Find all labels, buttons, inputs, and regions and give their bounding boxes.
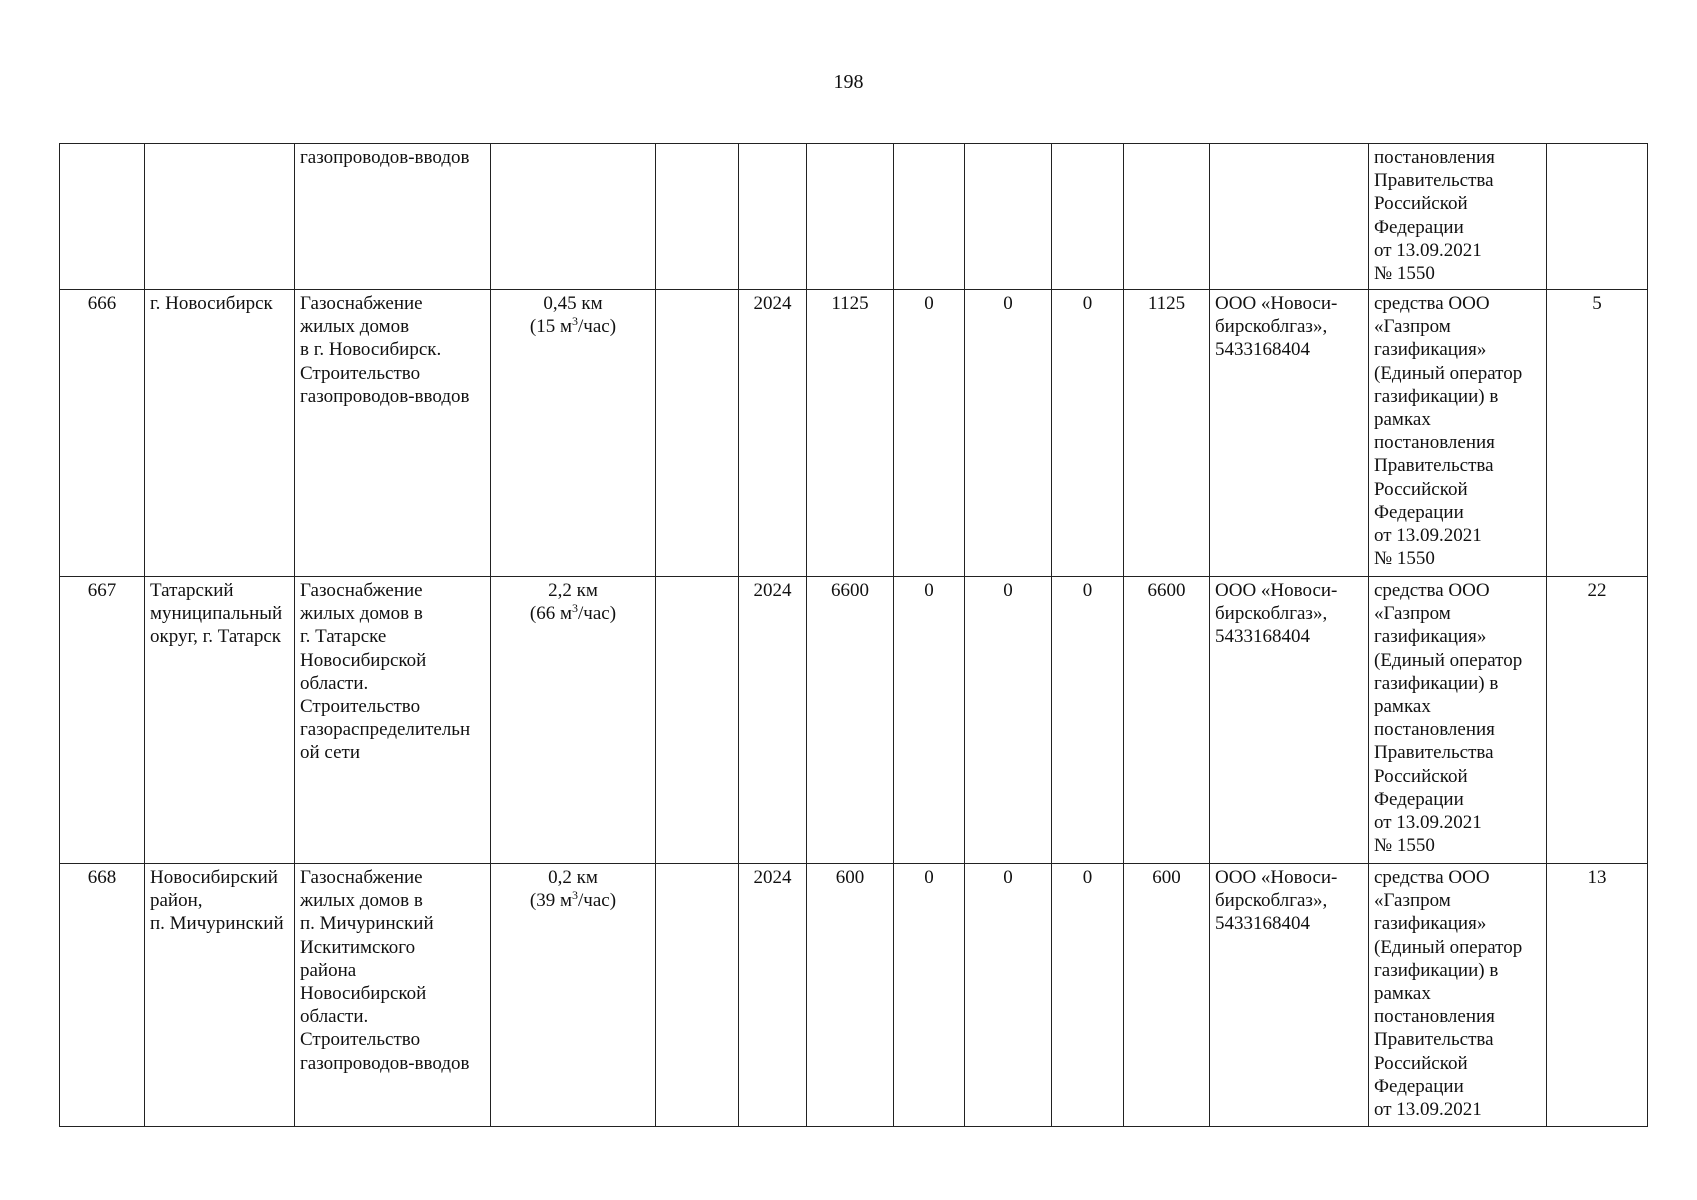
length-value: 0,2 км: [548, 867, 598, 888]
table-row: [60, 577, 1648, 864]
cell-length: [491, 577, 656, 864]
cell-total: 1125: [807, 290, 894, 577]
cell-location: [145, 144, 295, 290]
cell-source: средства ООО «Газпром газификация» (Единый оператор газификации) в рамках постановления Правительства Российской Федерации от 13.09.2021 № 1550: [1369, 290, 1547, 577]
cell-length: [491, 144, 656, 290]
cell-total: 600: [807, 864, 894, 1127]
capacity-value: (15 $м^3/час$): [529, 314, 617, 338]
cell-empty: [656, 577, 739, 864]
cell-description: Газоснабжение жилых домов в п. Мичуринский Искитимского района Новосибирской области. Строительство газопроводов-вводов: [295, 864, 491, 1127]
cell-num: [60, 144, 145, 290]
cell-description: Газоснабжение жилых домов в г. Татарске Новосибирской области. Строительство газораспределительн ой сети: [295, 577, 491, 864]
cell-total: [807, 144, 894, 290]
length-value: 0,45 км: [543, 293, 603, 314]
cell-length: [491, 290, 656, 577]
cell-year: 2024: [739, 864, 807, 1127]
cell-executor: ООО «Новоси- бирскоблгаз», 5433168404: [1210, 290, 1369, 577]
cell-value-2: 0: [965, 864, 1052, 1127]
cell-value-4: 6600: [1124, 577, 1210, 864]
cell-value-3: 0: [1052, 864, 1124, 1127]
table-row: [60, 144, 1648, 290]
cell-executor: ООО «Новоси- бирскоблгаз», 5433168404: [1210, 577, 1369, 864]
cell-length: [491, 864, 656, 1127]
cell-num: 667: [60, 577, 145, 864]
cell-value-4: 600: [1124, 864, 1210, 1127]
cell-source: постановления Правительства Российской Федерации от 13.09.2021 № 1550: [1369, 144, 1547, 290]
cell-source: средства ООО «Газпром газификация» (Единый оператор газификации) в рамках постановления Правительства Российской Федерации от 13.09.2021 № 1550: [1369, 577, 1547, 864]
cell-value-4: 1125: [1124, 290, 1210, 577]
cell-year: 2024: [739, 577, 807, 864]
cell-location: Новосибирский район, п. Мичуринский: [145, 864, 295, 1127]
table-row: [60, 290, 1648, 577]
cell-value-3: 0: [1052, 290, 1124, 577]
cell-value-2: 0: [965, 290, 1052, 577]
cell-value-4: [1124, 144, 1210, 290]
capacity-value: (39 $м^3/час$): [529, 888, 617, 912]
cell-value-2: [965, 144, 1052, 290]
cell-description: газопроводов-вводов: [295, 144, 491, 290]
cell-source: средства ООО «Газпром газификация» (Единый оператор газификации) в рамках постановления Правительства Российской Федерации от 13.09.2021: [1369, 864, 1547, 1127]
project-table: [59, 143, 1648, 1127]
table-row: [60, 864, 1648, 1127]
cell-value-1: [894, 144, 965, 290]
cell-value-2: 0: [965, 577, 1052, 864]
cell-location: г. Новосибирск: [145, 290, 295, 577]
cell-count: [1547, 144, 1648, 290]
cell-year: [739, 144, 807, 290]
cell-value-1: 0: [894, 864, 965, 1127]
cell-value-1: 0: [894, 577, 965, 864]
cell-empty: [656, 144, 739, 290]
cell-value-1: 0: [894, 290, 965, 577]
cell-empty: [656, 864, 739, 1127]
cell-total: 6600: [807, 577, 894, 864]
cell-value-3: [1052, 144, 1124, 290]
cell-empty: [656, 290, 739, 577]
cell-count: 5: [1547, 290, 1648, 577]
cell-executor: [1210, 144, 1369, 290]
length-value: 2,2 км: [548, 580, 598, 601]
cell-year: 2024: [739, 290, 807, 577]
cell-count: 22: [1547, 577, 1648, 864]
cell-executor: ООО «Новоси- бирскоблгаз», 5433168404: [1210, 864, 1369, 1127]
cell-value-3: 0: [1052, 577, 1124, 864]
capacity-value: (66 $м^3/час$): [529, 601, 617, 625]
cell-count: 13: [1547, 864, 1648, 1127]
cell-num: 668: [60, 864, 145, 1127]
cell-num: 666: [60, 290, 145, 577]
cell-description: Газоснабжение жилых домов в г. Новосибирск. Строительство газопроводов-вводов: [295, 290, 491, 577]
page-number: 198: [833, 71, 864, 93]
cell-location: Татарский муниципальный округ, г. Татарск: [145, 577, 295, 864]
